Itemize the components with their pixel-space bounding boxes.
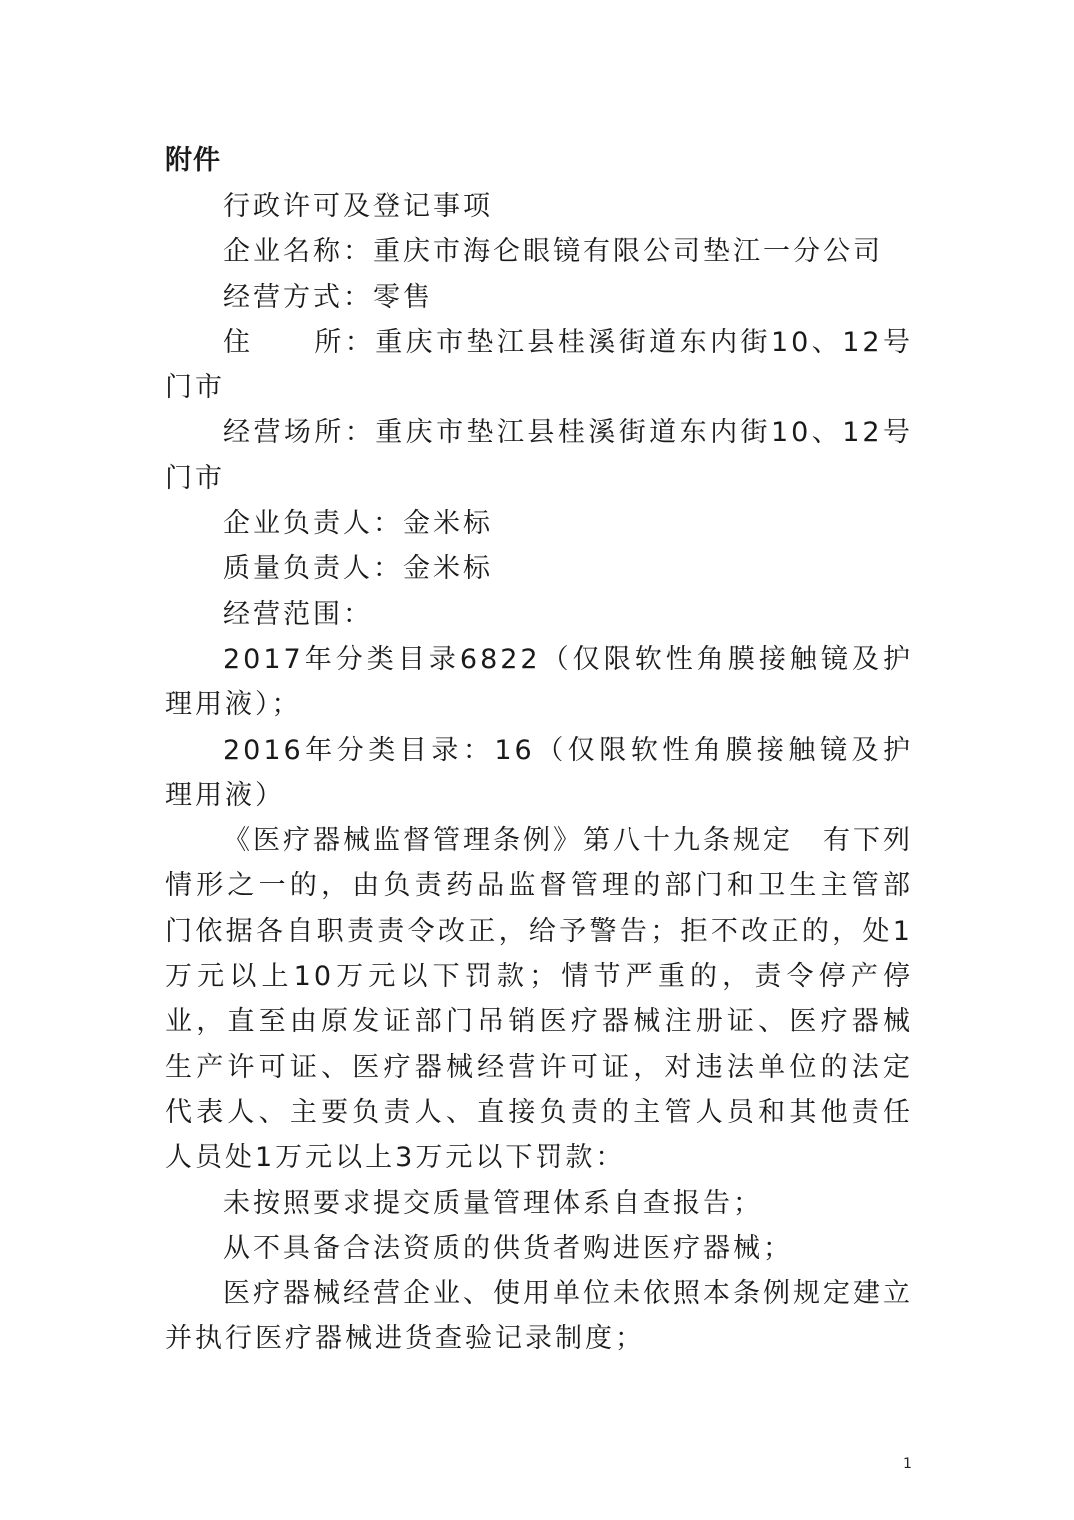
- violation-item-3: 医疗器械经营企业、使用单位未依照本条例规定建立并执行医疗器械进货查验记录制度；: [165, 1278, 913, 1355]
- business-mode-field: 经营方式：零售: [223, 281, 433, 313]
- enterprise-head-field: 企业负责人：金米标: [223, 508, 493, 540]
- violation-item-2: 从不具备合法资质的供货者购进医疗器械；: [223, 1232, 793, 1264]
- quality-head-field: 质量负责人：金米标: [223, 553, 493, 585]
- business-scope-label: 经营范围：: [223, 598, 373, 630]
- regulation-paragraph: 《医疗器械监督管理条例》第八十九条规定 有下列情形之一的，由负责药品监督管理的部门和卫生主管部门依据各自职责责令改正，给予警告；拒不改正的，处1万元以上10万元以下罚款；情节严重的，责令停产停业，直至由原发证部门吊销医疗器械注册证、医疗器械生产许可证、医疗器械经营许可证，对违法单位的法定代表人、主要负责人、直接负责的主管人员和其他责任人员处1万元以上3万元以下罚款：: [165, 825, 913, 1174]
- scope-2016-item: 2016年分类目录：16（仅限软性角膜接触镜及护理用液）: [165, 734, 913, 811]
- attachment-heading: 附件: [165, 145, 221, 176]
- residence-field: 住 所：重庆市垫江县桂溪街道东内街10、12号门市: [165, 326, 913, 404]
- page-number: 1: [903, 1456, 912, 1472]
- scope-2017-item: 2017年分类目录6822（仅限软性角膜接触镜及护理用液）；: [165, 643, 913, 721]
- violation-item-1: 未按照要求提交质量管理体系自查报告；: [223, 1187, 763, 1219]
- company-name-field: 企业名称：重庆市海仑眼镜有限公司垫江一分公司: [223, 236, 883, 268]
- document-body: [165, 184, 913, 1362]
- section-title: 行政许可及登记事项: [223, 191, 493, 222]
- business-premises-field: 经营场所：重庆市垫江县桂溪街道东内街10、12号门市: [165, 417, 913, 494]
